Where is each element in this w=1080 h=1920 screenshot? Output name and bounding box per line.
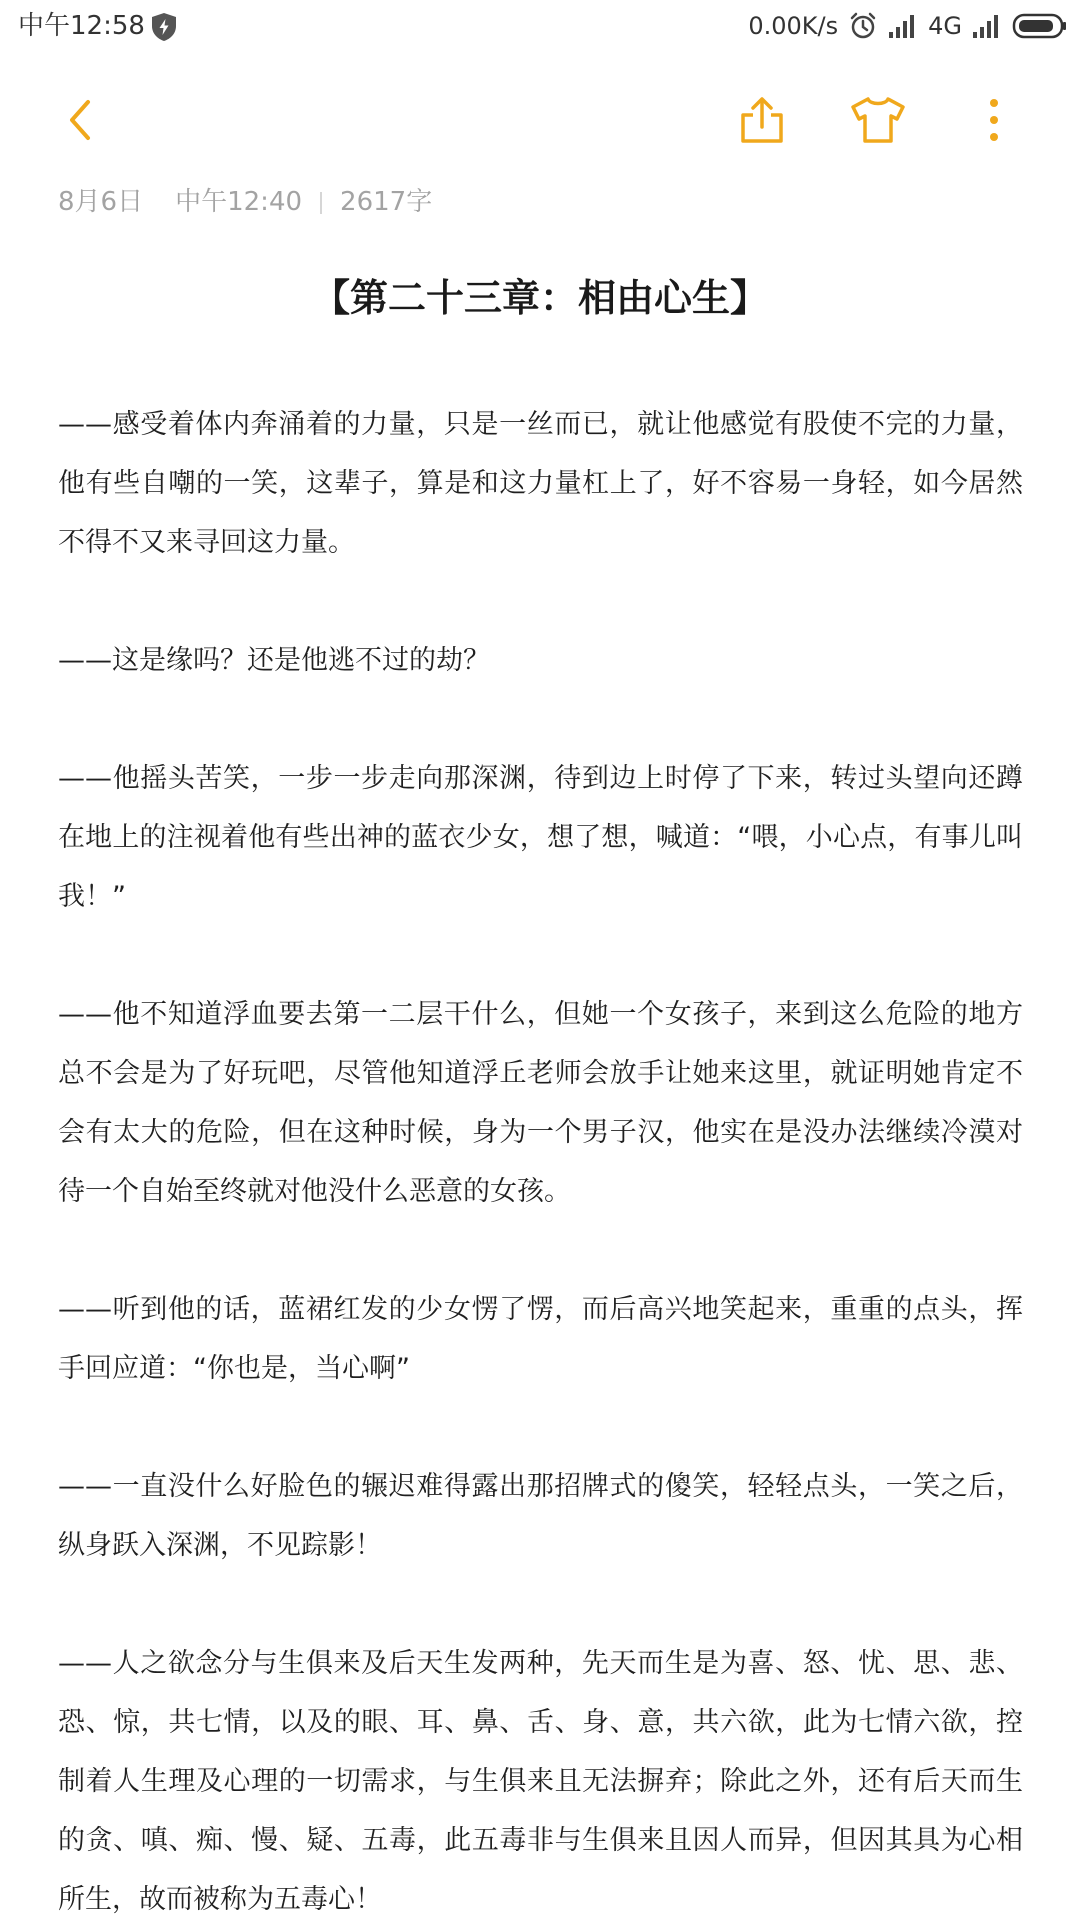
paragraph: ——他不知道浮血要去第一二层干什么，但她一个女孩子，来到这么危险的地方总不会是为了好玩吧，尽管他知道浮丘老师会放手让她来这里，就证明她肯定不会有太大的危险，但在这种时候，身为一个男子汉，他实在是没办法继续冷漠对待一个自始至终就对他没什么恶意的女孩。 <box>58 999 1023 1207</box>
back-button[interactable] <box>48 88 112 152</box>
status-indicators <box>748 8 1068 44</box>
note-time: 中午12:40 <box>175 187 303 217</box>
meta-divider <box>320 192 322 214</box>
paragraph: ——这是缘吗？还是他逃不过的劫？ <box>58 645 490 676</box>
more-options-button[interactable] <box>962 88 1026 152</box>
note-title[interactable]: 【第二十三章：相由心生】 <box>311 276 768 320</box>
paragraph: ——一直没什么好脸色的辗迟难得露出那招牌式的傻笑，轻轻点头，一笑之后，纵身跃入深渊，不见踪影！ <box>58 1471 1023 1561</box>
share-icon <box>737 95 787 145</box>
paragraph: ——他摇头苦笑，一步一步走向那深渊，待到边上时停了下来，转过头望向还蹲在地上的注视着他有些出神的蓝衣少女，想了想，喊道：“喂，小心点，有事儿叫我！” <box>58 763 1023 912</box>
theme-button[interactable] <box>846 88 910 152</box>
note-body[interactable] <box>58 395 1023 1920</box>
alarm-icon <box>848 11 878 41</box>
battery-icon <box>1012 13 1068 39</box>
note-meta <box>58 180 432 224</box>
tshirt-icon <box>848 95 908 145</box>
more-vertical-icon <box>984 95 1004 145</box>
status-time: 中午12:58 <box>18 11 145 41</box>
note-date: 8月6日 <box>58 187 144 217</box>
paragraph: ——听到他的话，蓝裙红发的少女愣了愣，而后高兴地笑起来，重重的点头，挥手回应道：“你也是，当心啊” <box>58 1294 1023 1384</box>
word-count: 2617字 <box>340 187 433 217</box>
share-button[interactable] <box>730 88 794 152</box>
status-bar <box>0 0 1080 52</box>
back-icon <box>60 96 100 144</box>
signal-icon <box>888 13 918 39</box>
network-speed: 0.00K/s <box>748 12 839 40</box>
toolbar <box>0 70 1080 170</box>
paragraph: ——感受着体内奔涌着的力量，只是一丝而已，就让他感觉有股使不完的力量，他有些自嘲的一笑，这辈子，算是和这力量杠上了，好不容易一身轻，如今居然不得不又来寻回这力量。 <box>58 409 1023 558</box>
signal-icon <box>972 13 1002 39</box>
paragraph: ——人之欲念分与生俱来及后天生发两种，先天而生是为喜、怒、忧、思、悲、恐、惊，共七情，以及的眼、耳、鼻、舌、身、意，共六欲，此为七情六欲，控制着人生理及心理的一切需求，与生俱来且无法摒弃；除此之外，还有后天而生的贪、嗔、痴、慢、疑、五毒，此五毒非与生俱来且因人而异，但因其具为心相所生，故而被称为五毒心！ <box>58 1648 1023 1915</box>
shield-bolt-icon <box>150 12 178 42</box>
network-type: 4G <box>928 12 962 40</box>
